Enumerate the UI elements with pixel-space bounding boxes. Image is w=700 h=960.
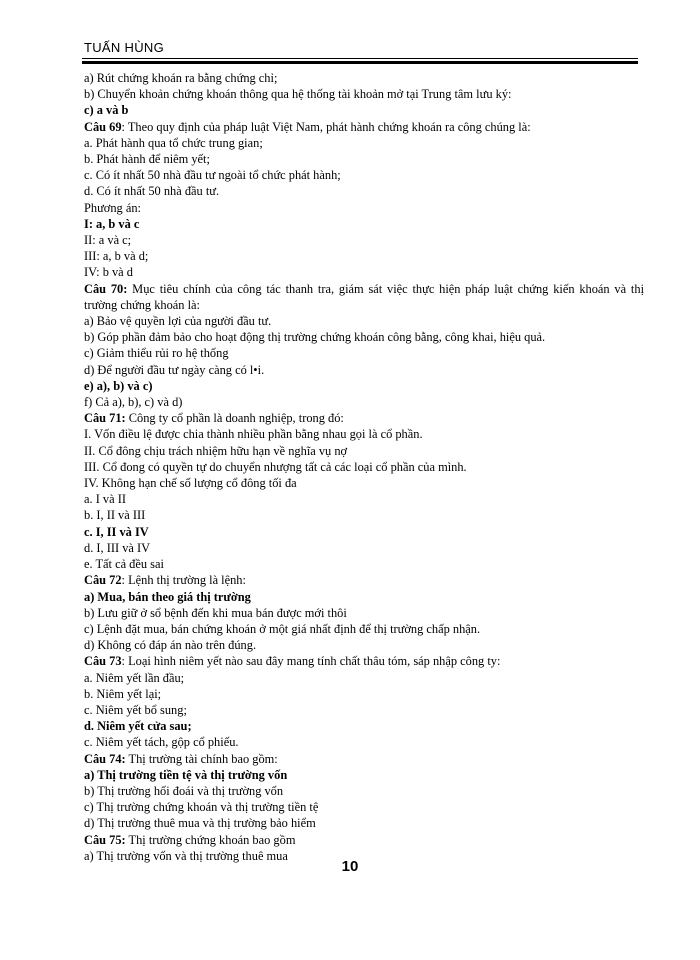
text-line: IV. Không hạn chế số lượng cổ đông tối đa xyxy=(84,476,297,491)
question-line xyxy=(84,119,644,135)
question-text: Công ty cổ phần là doanh nghiệp, trong đó: xyxy=(125,411,344,426)
question-label: Câu 69 xyxy=(84,119,122,134)
text-line: c. Niêm yết bổ sung; xyxy=(84,702,187,717)
text-line: a) Rút chứng khoán ra bằng chứng chỉ; xyxy=(84,71,278,85)
text-line: b. I, II và III xyxy=(84,508,146,523)
text-line: e. Tất cả đều sai xyxy=(84,557,164,572)
header-rule-thin xyxy=(82,58,638,59)
text-line: b) Góp phần đảm bảo cho hoạt động thị trường chứng khoán công bằng, công khai, hiệu quả. xyxy=(84,330,546,345)
text-line: c) Lệnh đặt mua, bán chứng khoán ở một giá nhất định để thị trường chấp nhận. xyxy=(84,621,481,636)
text-line: I. Vốn điều lệ được chia thành nhiều phần bằng nhau gọi là cổ phần. xyxy=(84,427,423,442)
text-line: II: a và c; xyxy=(84,233,132,248)
text-line: c) Giảm thiểu rủi ro hệ thống xyxy=(84,346,229,361)
text-line: c) Thị trường chứng khoán và thị trường tiền tệ xyxy=(84,800,319,815)
text-line: c. Niêm yết tách, gộp cổ phiếu. xyxy=(84,735,239,750)
text-line: a) Bảo vệ quyền lợi của người đầu tư. xyxy=(84,314,272,329)
text-line: III. Cổ đong có quyền tự do chuyển nhượng tất cả các loại cổ phần của mình. xyxy=(84,459,467,474)
text-line: d) Không có đáp án nào trên đúng. xyxy=(84,638,257,653)
question-label: Câu 75: xyxy=(84,832,126,847)
question-text: : Theo quy định của pháp luật Việt Nam, phát hành chứng khoán ra công chúng là: xyxy=(121,119,531,134)
text-line: Phương án: xyxy=(84,200,141,215)
text-line: d) Thị trường thuê mua và thị trường bảo hiểm xyxy=(84,816,316,831)
question-line xyxy=(84,572,644,588)
question-text: : Loại hình niêm yết nào sau đây mang tính chất thâu tóm, sáp nhập công ty: xyxy=(121,654,501,669)
page-number: 10 xyxy=(341,858,359,875)
question-line xyxy=(84,281,644,313)
text-line: a) Thị trường vốn và thị trường thuê mua xyxy=(84,848,288,863)
question-label: Câu 72 xyxy=(84,573,122,588)
question-line xyxy=(84,653,644,669)
text-line: IV: b và d xyxy=(84,265,133,280)
text-line: d. I, III và IV xyxy=(84,540,151,555)
document-body xyxy=(84,70,644,864)
text-line: c. Có ít nhất 50 nhà đầu tư ngoài tổ chức phát hành; xyxy=(84,168,341,183)
text-line: a. Phát hành qua tổ chức trung gian; xyxy=(84,135,263,150)
question-text: Thị trường tài chính bao gồm: xyxy=(125,751,278,766)
header-title: TUẤN HÙNG xyxy=(84,40,164,55)
text-line: d. Có ít nhất 50 nhà đầu tư. xyxy=(84,184,220,199)
answer-line-correct: a) Thị trường tiền tệ và thị trường vốn xyxy=(84,767,288,782)
question-text: Mục tiêu chính của công tác thanh tra, giám sát việc thực hiện pháp luật chứng kiến khoán và thị trường chứng khoán là: xyxy=(84,281,645,312)
answer-line-correct: e) a), b) và c) xyxy=(84,378,153,393)
header-rule-thick xyxy=(82,61,638,64)
question-label: Câu 70: xyxy=(84,281,128,296)
text-line: b) Chuyển khoản chứng khoán thông qua hệ thống tài khoản mở tại Trung tâm lưu ký: xyxy=(84,87,512,102)
text-line: III: a, b và d; xyxy=(84,249,149,264)
answer-line-correct: I: a, b và c xyxy=(84,216,140,231)
answer-line-correct: c) a và b xyxy=(84,103,129,118)
text-line: b. Phát hành để niêm yết; xyxy=(84,152,210,167)
text-line: b. Niêm yết lại; xyxy=(84,686,162,701)
text-line: a. Niêm yết lần đầu; xyxy=(84,670,185,685)
text-line: f) Cả a), b), c) và d) xyxy=(84,395,183,410)
question-line xyxy=(84,410,644,426)
question-label: Câu 73 xyxy=(84,654,122,669)
question-line xyxy=(84,832,644,848)
text-line: b) Lưu giữ ở sổ bệnh đến khi mua bán được mới thôi xyxy=(84,605,347,620)
question-label: Câu 71: xyxy=(84,411,126,426)
question-label: Câu 74: xyxy=(84,751,126,766)
answer-line-correct: a) Mua, bán theo giá thị trường xyxy=(84,589,251,604)
text-line: d) Để người đầu tư ngày càng có l•i. xyxy=(84,362,265,377)
text-line: a. I và II xyxy=(84,492,126,507)
text-line: b) Thị trường hối đoái và thị trường vốn xyxy=(84,783,284,798)
answer-line-correct: c. I, II và IV xyxy=(84,524,149,539)
question-text: : Lệnh thị trường là lệnh: xyxy=(121,573,246,588)
question-line xyxy=(84,751,644,767)
text-line: II. Cổ đông chịu trách nhiệm hữu hạn về nghĩa vụ nợ xyxy=(84,443,348,458)
question-text: Thị trường chứng khoán bao gồm xyxy=(125,832,296,847)
answer-line-correct: d. Niêm yết cửa sau; xyxy=(84,719,192,734)
